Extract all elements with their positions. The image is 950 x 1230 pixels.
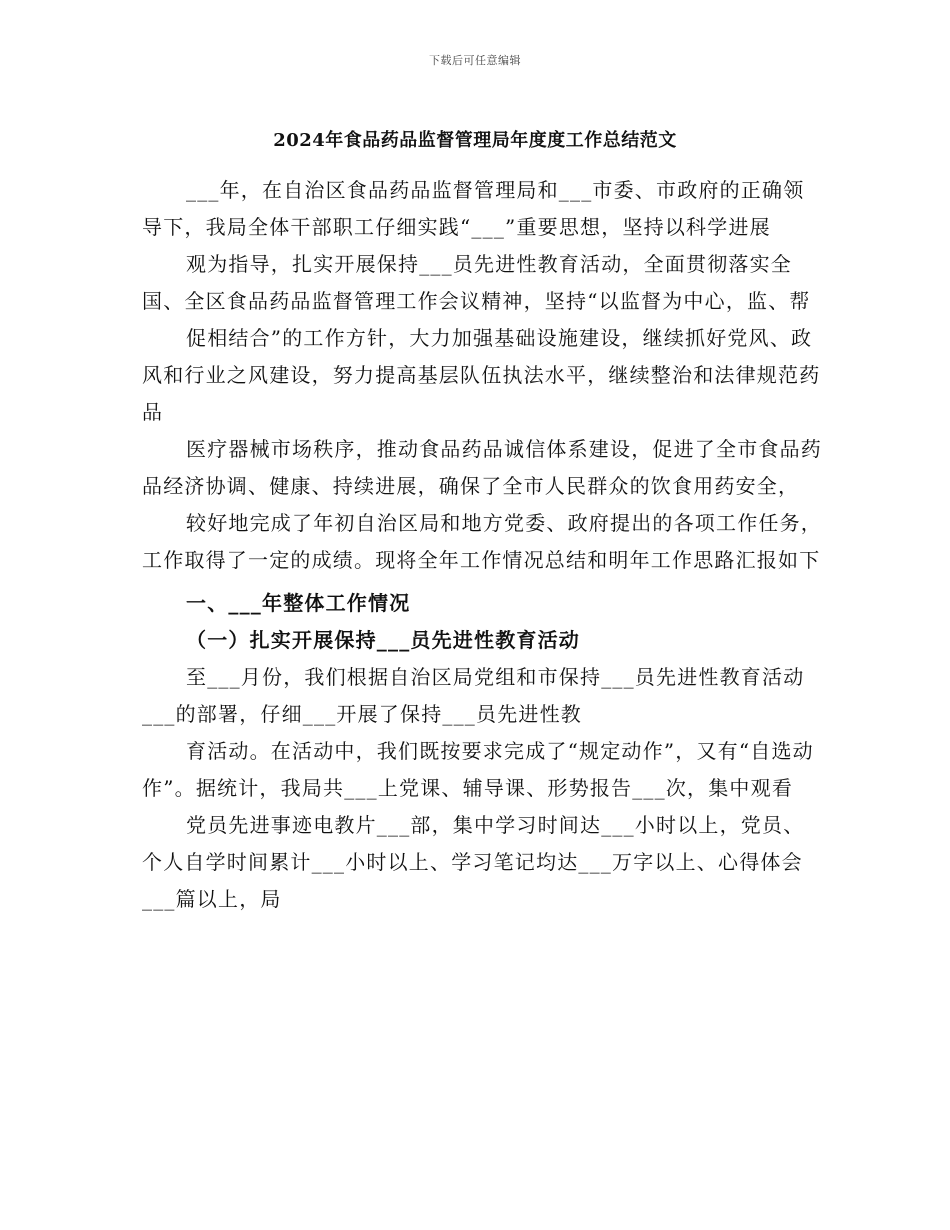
paragraph: 医疗器械市场秩序，推动食品药品诚信体系建设，促进了全市食品药品经济协调、健康、持续进展，确保了全市人民群众的饮食用药安全， — [142, 437, 822, 498]
paragraph: 育活动。在活动中，我们既按要求完成了“规定动作”，又有“自选动作”。据统计，我局共___上党课、辅导课、形势报告___次，集中观看 — [142, 739, 814, 800]
paragraph: ___年，在自治区食品药品监督管理局和___市委、市政府的正确领导下，我局全体干部职工仔细实践“___”重要思想，坚持以科学进展 — [142, 178, 805, 239]
page-header: 下载后可任意编辑 — [429, 54, 521, 67]
paragraph: 至___月份，我们根据自治区局党组和市保持___员先进性教育活动___的部署，仔细___开展了保持___员先进性教 — [142, 665, 805, 726]
paragraph: 促相结合”的工作方针，大力加强基础设施建设，继续抓好党风、政风和行业之风建设，努力提高基层队伍执法水平，继续整治和法律规范药品 — [142, 326, 821, 424]
paragraph: 党员先进事迹电教片___部，集中学习时间达___小时以上，党员、个人自学时间累计___小时以上、学习笔记均达___万字以上、心得体会___篇以上，局 — [142, 813, 805, 911]
paragraph: 较好地完成了年初自治区局和地方党委、政府提出的各项工作任务，工作取得了一定的成绩。现将全年工作情况总结和明年工作思路汇报如下 — [142, 511, 822, 572]
document-body — [142, 172, 824, 918]
document-title: 2024年食品药品监督管理局年度度工作总结范文 — [273, 130, 677, 151]
subsection-heading: （一）扎实开展保持___员先进性教育活动 — [186, 628, 580, 652]
section-heading: 一、___年整体工作情况 — [186, 591, 411, 615]
paragraph: 观为指导，扎实开展保持___员先进性教育活动，全面贯彻落实全国、全区食品药品监督管理工作会议精神，坚持“以监督为中心，监、帮 — [142, 252, 811, 313]
